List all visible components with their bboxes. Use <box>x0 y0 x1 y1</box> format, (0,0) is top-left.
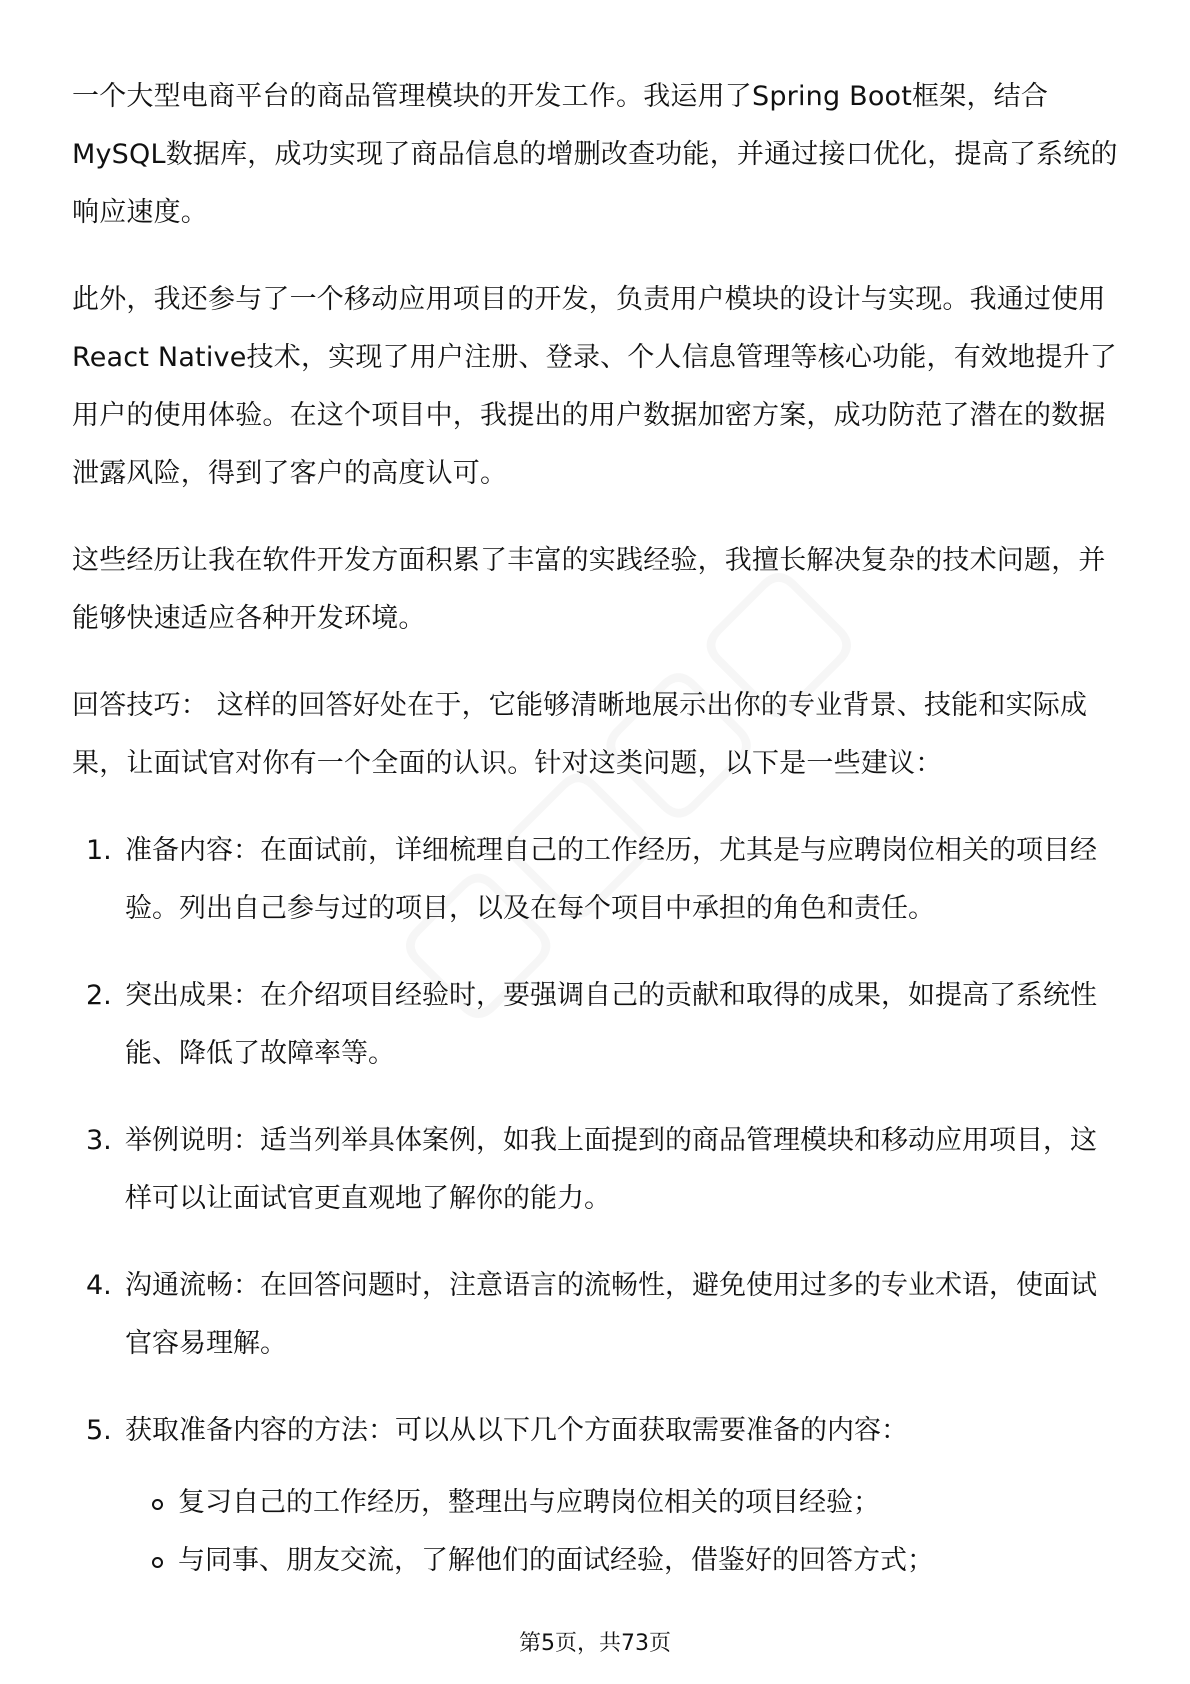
sub-bullet-text: 复习自己的工作经历，整理出与应聘岗位相关的项目经验； <box>178 1487 880 1518</box>
tip-text: 沟通流畅：在回答问题时，注意语言的流畅性，避免使用过多的专业术语，使面试官容易理解。 <box>125 1270 1097 1359</box>
bullet-circle-icon <box>152 1557 163 1568</box>
tip-text: 突出成果：在介绍项目经验时，要强调自己的贡献和取得的成果，如提高了系统性能、降低了故障率等。 <box>125 980 1097 1069</box>
sub-bullet-list <box>72 1474 1122 1590</box>
page-footer: 第5页，共73页 <box>519 1631 671 1656</box>
tip-number: 4. <box>86 1270 112 1301</box>
tips-list <box>72 822 1122 1460</box>
sub-bullet-text: 与同事、朋友交流，了解他们的面试经验，借鉴好的回答方式； <box>178 1545 934 1576</box>
tip-text: 获取准备内容的方法：可以从以下几个方面获取需要准备的内容： <box>125 1415 908 1446</box>
tip-item <box>72 1112 1122 1228</box>
paragraph-project-mobile: 此外，我还参与了一个移动应用项目的开发，负责用户模块的设计与实现。我通过使用React Native技术，实现了用户注册、登录、个人信息管理等核心功能，有效地提升了用户的使用体验。在这个项目中，我提出的用户数据加密方案，成功防范了潜在的数据泄露风险，得到了客户的高度认可。 <box>72 284 1117 489</box>
tip-item <box>72 1257 1122 1373</box>
paragraph-experience-summary: 这些经历让我在软件开发方面积累了丰富的实践经验，我擅长解决复杂的技术问题，并能够快速适应各种开发环境。 <box>72 545 1106 634</box>
document-body <box>72 68 1122 1590</box>
tip-number: 5. <box>86 1415 112 1446</box>
paragraph-answer-tips: 回答技巧： 这样的回答好处在于，它能够清晰地展示出你的专业背景、技能和实际成果，让面试官对你有一个全面的认识。针对这类问题，以下是一些建议： <box>72 690 1088 779</box>
tip-number: 1. <box>86 835 112 866</box>
paragraph-project-ecommerce: 一个大型电商平台的商品管理模块的开发工作。我运用了Spring Boot框架，结合MySQL数据库，成功实现了商品信息的增删改查功能，并通过接口优化，提高了系统的响应速度。 <box>72 81 1118 228</box>
sub-bullet-item <box>152 1474 1122 1532</box>
tip-text: 准备内容：在面试前，详细梳理自己的工作经历，尤其是与应聘岗位相关的项目经验。列出自己参与过的项目，以及在每个项目中承担的角色和责任。 <box>125 835 1097 924</box>
tip-item <box>72 822 1122 938</box>
bullet-circle-icon <box>152 1499 163 1510</box>
sub-bullet-item <box>152 1532 1122 1590</box>
tip-number: 2. <box>86 980 112 1011</box>
tip-text: 举例说明：适当列举具体案例，如我上面提到的商品管理模块和移动应用项目，这样可以让面试官更直观地了解你的能力。 <box>125 1125 1097 1214</box>
tip-item <box>72 967 1122 1083</box>
tip-item <box>72 1402 1122 1460</box>
tip-number: 3. <box>86 1125 112 1156</box>
